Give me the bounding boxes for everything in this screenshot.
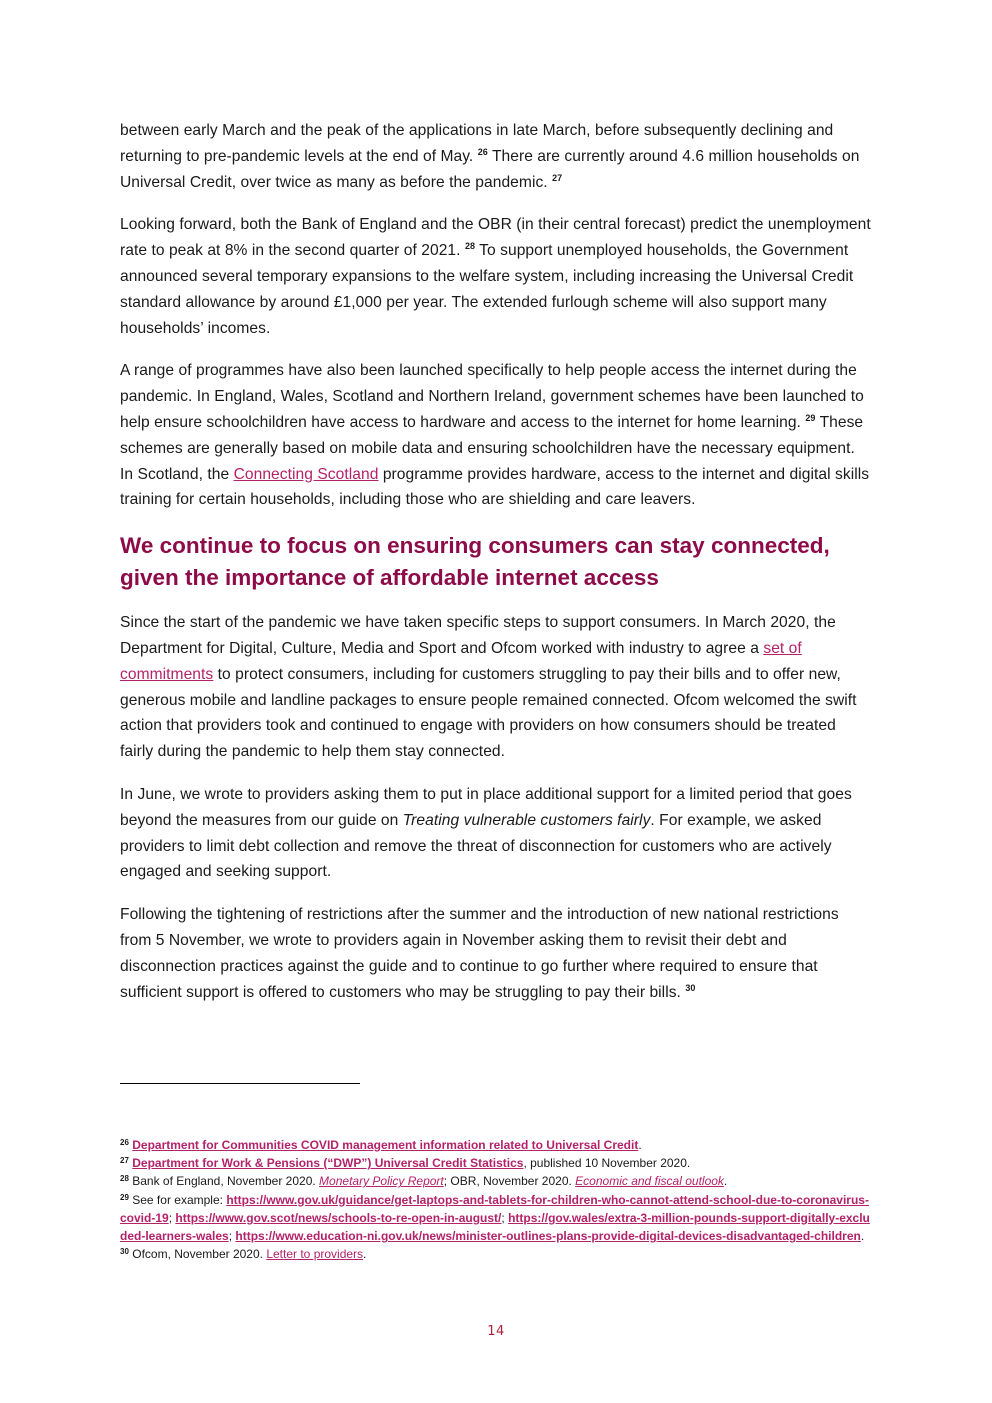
footnote-ref-30[interactable]: 30 (685, 982, 696, 993)
footnote-separator (120, 1083, 360, 1084)
footnote-text: See for example: (132, 1192, 223, 1207)
footnote-text: ; (168, 1210, 173, 1225)
footnote-link[interactable]: https://gov.wales/extra-3-million-pounds-support-digitally-excluded-learners-wales (120, 1210, 870, 1244)
footnote-text: ; OBR, November 2020. (443, 1174, 572, 1189)
paragraph-text: between early March and the peak of the applications in late March, before subsequently declining and returning to pre-pandemic levels at the end of May. (120, 122, 834, 165)
paragraph-universal-credit (120, 118, 872, 195)
paragraph-text: programme provides hardware, access to the internet and digital skills training for certain households, including those who are shielding and care leavers. (120, 465, 870, 509)
paragraph-unemployment-forecast (120, 212, 872, 341)
footnote-link[interactable]: https://www.education-ni.gov.uk/news/minister-outlines-plans-provide-digital-devices-disadvantaged-children (235, 1229, 861, 1244)
paragraph-text: Since the start of the pandemic we have taken specific steps to support consumers. In March 2020, the Department for Digital, Culture, Media and Sport and Ofcom worked with industry to agree a (120, 614, 836, 657)
connecting-scotland-link[interactable]: Connecting Scotland (233, 465, 379, 483)
footnote-link[interactable]: Economic and fiscal outlook (575, 1174, 724, 1189)
footnote-number: 27 (120, 1156, 129, 1166)
paragraph-text: To support unemployed households, the Government announced several temporary expansions to the welfare system, including increasing the Universal Credit standard allowance by around £1,000 per year. The extended furlough scheme will also support many households’ incomes. (120, 242, 854, 337)
paragraph-november-letter (120, 902, 872, 1005)
footnote-ref-26[interactable]: 26 (477, 146, 488, 157)
paragraph-text: to protect consumers, including for customers struggling to pay their bills and to offer new, generous mobile and landline packages to ensure people remained connected. Ofcom welcomed the swift action that providers took and continued to engage with providers on how consumers should be treated fairly during the pandemic to help them stay connected. (120, 665, 857, 761)
footnote-text: ; (501, 1210, 505, 1225)
footnote-text: Ofcom, November 2020. (132, 1247, 263, 1262)
footnote-link[interactable]: Department for Communities COVID management information related to Universal Credit (132, 1138, 639, 1152)
footnote-text: . (363, 1247, 367, 1262)
paragraph-june-letter (120, 782, 872, 885)
footnote-ref-27[interactable]: 27 (552, 172, 563, 183)
footnote-number: 28 (120, 1174, 129, 1184)
footnote-text: Bank of England, November 2020. (132, 1174, 316, 1189)
section-heading: We continue to focus on ensuring consumers can stay connected, given the importance of affordable internet access (120, 533, 830, 591)
paragraph-consumer-support (120, 610, 872, 765)
footnote-number: 30 (120, 1247, 129, 1257)
footnote-text: , published 10 November 2020. (523, 1156, 691, 1171)
footnote-text: ; (228, 1229, 233, 1244)
footnote-29 (120, 1191, 872, 1246)
set-of-commitments-link[interactable]: set of commitments (120, 639, 802, 683)
footnote-text: . (723, 1174, 728, 1189)
main-content (120, 118, 872, 1022)
footnote-link[interactable]: Department for Work & Pensions (“DWP”) Universal Credit Statistics (132, 1156, 524, 1171)
footnote-number: 29 (120, 1192, 129, 1202)
footnote-number: 26 (120, 1138, 129, 1147)
paragraph-text: Looking forward, both the Bank of England and the OBR (in their central forecast) predict the unemployment rate to peak at 8% in the second quarter of 2021. (120, 216, 871, 260)
paragraph-internet-programmes (120, 358, 872, 513)
paragraph-text: In June, we wrote to providers asking them to put in place additional support for a limited period that goes beyond the measures from our guide on (120, 785, 852, 829)
footnote-link[interactable]: https://www.gov.scot/news/schools-to-re-open-in-august/ (175, 1210, 502, 1225)
page-number: 14 (487, 1324, 505, 1339)
footnote-link[interactable]: https://www.gov.uk/guidance/get-laptops-and-tablets-for-children-who-cannot-attend-school-due-to-coronavirus-covid-19 (120, 1192, 869, 1225)
footnote-text: . (860, 1229, 865, 1244)
paragraph-text: These schemes are generally based on mobile data and ensuring schoolchildren have the necessary equipment. In Scotland, the (120, 413, 864, 483)
paragraph-text: There are currently around 4.6 million households on Universal Credit, over twice as many as before the pandemic. (120, 147, 860, 191)
footnote-26 (120, 1136, 872, 1154)
footnote-link[interactable]: Letter to providers (266, 1247, 364, 1262)
footnote-27 (120, 1154, 872, 1172)
footnote-30 (120, 1245, 872, 1263)
paragraph-text: A range of programmes have also been launched specifically to help people access the internet during the pandemic. In England, Wales, Scotland and Northern Ireland, government schemes have been launched to help ensure schoolchildren have access to hardware and access to the internet for home learning. (120, 362, 864, 431)
paragraph-text: Following the tightening of restrictions after the summer and the introduction of new national restrictions from 5 November, we wrote to providers again in November asking them to revisit their debt and disconnection practices against the guide and to continue to go further where required to ensure that sufficient support is offered to customers who may be struggling to pay their bills. (120, 906, 839, 1001)
footnote-ref-29[interactable]: 29 (805, 412, 816, 423)
guide-title: Treating vulnerable customers fairly (402, 811, 651, 829)
footnote-28 (120, 1172, 872, 1190)
footnotes (120, 1136, 872, 1263)
footnote-link[interactable]: Monetary Policy Report (319, 1174, 444, 1189)
footnote-text: . (638, 1138, 642, 1152)
paragraph-text: . For example, we asked providers to limit debt collection and remove the threat of disconnection for customers who are actively engaged and seeking support. (120, 811, 832, 881)
footnote-ref-28[interactable]: 28 (464, 241, 476, 252)
